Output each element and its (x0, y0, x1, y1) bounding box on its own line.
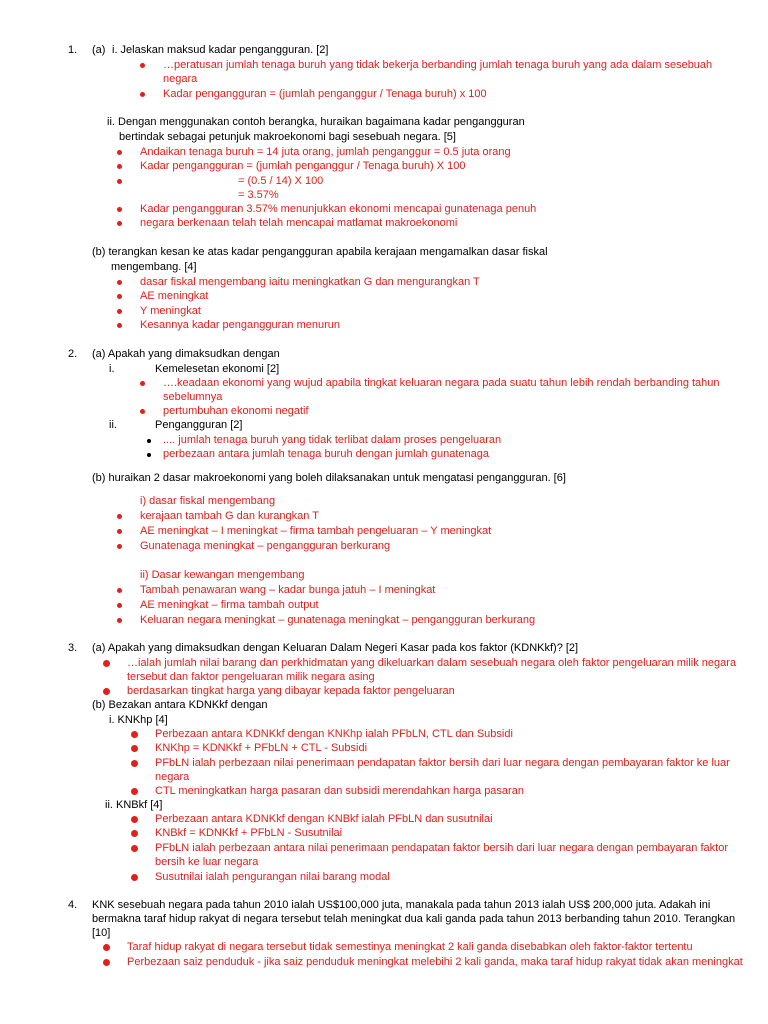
q3-b-i-answer-2: KNKhp = KDNKkf + PFbLN + CTL - Subsidi (155, 742, 368, 754)
q2-i-answer-1-cont: sebelumnya (163, 391, 223, 403)
q3-a-answer-1: …ialah jumlah nilai barang dan perkhidmatan yang dikeluarkan dalam sesebuah negara oleh faktor pengeluaran milik negara (127, 657, 737, 669)
q3-a-question: (a) Apakah yang dimaksudkan dengan Keluaran Dalam Negeri Kasar pada kos faktor (KDNKkf)? [2] (92, 642, 579, 654)
q1-b-answer-4: Kesannya kadar pengangguran menurun (140, 319, 340, 331)
q1-a-i-answer-2: Kadar pengangguran = (jumlah penganggur / Tenaga buruh) x 100 (163, 88, 487, 100)
q3-b-ii-answer-2: KNBkf = KDNKkf + PFbLN - Susutnilai (155, 827, 343, 839)
bullet-icon (117, 514, 122, 519)
bullet-icon (103, 944, 110, 951)
q1-number: 1. (68, 44, 78, 56)
bullet-icon (117, 529, 122, 534)
bullet-icon (131, 760, 138, 767)
q3-b-ii-answer-1: Perbezaan antara KDNKkf dengan KNBkf ialah PFbLN dan susutnilai (155, 813, 493, 825)
q1-a-ii-answer-1: Andaikan tenaga buruh = 14 juta orang, jumlah penganggur = 0.5 juta orang (140, 146, 511, 158)
bullet-icon (117, 179, 122, 184)
q2-b-ii-answer-3: Keluaran negara meningkat – gunatenaga meningkat – pengangguran berkurang (140, 614, 536, 626)
q1-a-i-question: i. Jelaskan maksud kadar pengangguran. [2] (112, 44, 329, 56)
bullet-icon (117, 323, 122, 328)
q2-i-text: Kemelesetan ekonomi [2] (155, 363, 280, 375)
q2-number: 2. (68, 348, 78, 360)
bullet-icon (103, 959, 110, 966)
q3-b-i-label: i. KNKhp [4] (109, 714, 168, 726)
q2-b-question: (b) huraikan 2 dasar makroekonomi yang boleh dilaksanakan untuk mengatasi pengangguran. [6] (92, 472, 566, 484)
bullet-icon (103, 688, 110, 695)
q1-b-question: (b) terangkan kesan ke atas kadar pengangguran apabila kerajaan mengamalkan dasar fiskal (92, 246, 548, 258)
q3-b-i-answer-3-cont: negara (155, 771, 190, 783)
q2-ii-text: Pengangguran [2] (155, 419, 243, 431)
q1-b-answer-3: Y meningkat (140, 305, 201, 317)
q2-a-question: (a) Apakah yang dimaksudkan dengan (92, 348, 280, 360)
q4-answer-2: Perbezaan saiz penduduk - jika saiz penduduk meningkat melebihi 2 kali ganda, maka taraf hidup rakyat tidak akan meningkat (127, 956, 743, 968)
bullet-icon (117, 164, 122, 169)
q1-a-ii-answer-4: = 3.57% (238, 189, 279, 201)
bullet-icon (117, 150, 122, 155)
q1-a-ii-answer-5: Kadar pengangguran 3.57% menunjukkan ekonomi mencapai gunatenaga penuh (140, 203, 537, 215)
q1-a-ii-question: ii. Dengan menggunakan contoh berangka, huraikan bagaimana kadar pengangguran (107, 116, 525, 128)
bullet-icon (140, 409, 145, 414)
q3-b-question: (b) Bezakan antara KDNKkf dengan (92, 699, 268, 711)
bullet-icon (117, 280, 122, 285)
q2-i-label: i. (109, 363, 115, 375)
bullet-icon (103, 660, 110, 667)
bullet-icon (131, 874, 138, 881)
q2-b-i-answer-2: AE meningkat – I meningkat – firma tambah pengeluaran – Y meningkat (140, 525, 492, 537)
q2-b-i-answer-1: kerajaan tambah G dan kurangkan T (140, 510, 319, 522)
q3-a-answer-2: berdasarkan tingkat harga yang dibayar kepada faktor pengeluaran (127, 685, 455, 697)
q4-question-3: [10] (92, 927, 111, 939)
bullet-icon (131, 745, 138, 752)
bullet-icon (131, 816, 138, 823)
q2-b-i-answer-3: Gunatenaga meningkat – pengangguran berkurang (140, 540, 391, 552)
q1-b-answer-1: dasar fiskal mengembang iaitu meningkatkan G dan mengurangkan T (140, 276, 480, 288)
q1-b-answer-2: AE meningkat (140, 290, 209, 302)
q4-number: 4. (68, 899, 78, 911)
q3-a-answer-1-cont: tersebut dan faktor pengeluaran milik negara asing (127, 671, 375, 683)
q2-b-ii-answer-2: AE meningkat – firma tambah output (140, 599, 319, 611)
q3-b-i-answer-4: CTL meningkatkan harga pasaran dan subsidi merendahkan harga pasaran (155, 785, 524, 797)
bullet-icon (117, 588, 122, 593)
q1-a-i-answer-1: …peratusan jumlah tenaga buruh yang tidak bekerja berbanding jumlah tenaga buruh yang ada dalam sesebuah (163, 59, 713, 71)
q3-number: 3. (68, 642, 78, 654)
q2-ii-answer-1: .... jumlah tenaga buruh yang tidak terlibat dalam proses pengeluaran (163, 434, 502, 446)
q2-b-ii-answer-1: Tambah penawaran wang – kadar bunga jatuh – I meningkat (140, 584, 436, 596)
bullet-icon (131, 845, 138, 852)
q1-a-ii-answer-3: = (0.5 / 14) X 100 (238, 175, 324, 187)
q4-question-1: KNK sesebuah negara pada tahun 2010 ialah US$100,000 juta, manakala pada tahun 2013 ialah US$ 200,000 juta. Adakah ini (92, 899, 711, 911)
q1-a-ii-answer-2: Kadar pengangguran = (jumlah penganggur / Tenaga buruh) X 100 (140, 160, 466, 172)
q3-b-ii-answer-3: PFbLN ialah perbezaan antara nilai penerimaan pendapatan faktor bersih dari luar negara dengan pembayaran faktor (155, 842, 728, 854)
bullet-icon (117, 544, 122, 549)
bullet-icon (117, 294, 122, 299)
q3-b-i-answer-1: Perbezaan antara KDNKkf dengan KNKhp ialah PFbLN, CTL dan Subsidi (155, 728, 513, 740)
bullet-icon (117, 603, 122, 608)
bullet-icon (147, 453, 151, 457)
q2-b-i-title: i) dasar fiskal mengembang (140, 495, 276, 507)
q1-a-label: (a) (92, 44, 106, 56)
bullet-icon (117, 618, 122, 623)
bullet-icon (131, 830, 138, 837)
bullet-icon (117, 221, 122, 226)
q1-b-question-cont: mengembang. [4] (111, 261, 197, 273)
bullet-icon (140, 381, 145, 386)
q3-b-i-answer-3: PFbLN ialah perbezaan nilai penerimaan pendapatan faktor bersih dari luar negara dengan pembayaran faktor ke luar (155, 757, 730, 769)
bullet-icon (140, 63, 145, 68)
q1-a-ii-question-cont: bertindak sebagai petunjuk makroekonomi bagi sesebuah negara. [5] (119, 131, 456, 143)
q2-i-answer-1: ….keadaan ekonomi yang wujud apabila tingkat keluaran negara pada suatu tahun lebih rendah berbanding tahun (163, 377, 720, 389)
q4-answer-1: Taraf hidup rakyat di negara tersebut tidak semestinya meningkat 2 kali ganda disebabkan oleh faktor-faktor tertentu (127, 941, 693, 953)
q2-ii-label: ii. (109, 419, 117, 431)
bullet-icon (117, 207, 122, 212)
q3-b-ii-answer-4: Susutnilai ialah pengurangan nilai barang modal (155, 871, 390, 883)
bullet-icon (131, 731, 138, 738)
q3-b-ii-answer-3-cont: bersih ke luar negara (155, 856, 259, 868)
q2-i-answer-2: pertumbuhan ekonomi negatif (163, 405, 309, 417)
q2-b-ii-title: ii) Dasar kewangan mengembang (140, 569, 305, 581)
q2-ii-answer-2: perbezaan antara jumlah tenaga buruh dengan jumlah gunatenaga (163, 448, 489, 460)
q3-b-ii-label: ii. KNBkf [4] (105, 799, 163, 811)
q1-a-ii-answer-6: negara berkenaan telah telah mencapai matlamat makroekonomi (140, 217, 458, 229)
bullet-icon (140, 92, 145, 97)
q4-question-2: bermakna taraf hidup rakyat di negara tersebut telah meningkat dua kali ganda pada tahun 2013 berbanding tahun 2010. Terangkan (92, 913, 736, 925)
bullet-icon (117, 309, 122, 314)
bullet-icon (131, 788, 138, 795)
bullet-icon (147, 439, 151, 443)
q1-a-i-answer-1-cont: negara (163, 73, 198, 85)
